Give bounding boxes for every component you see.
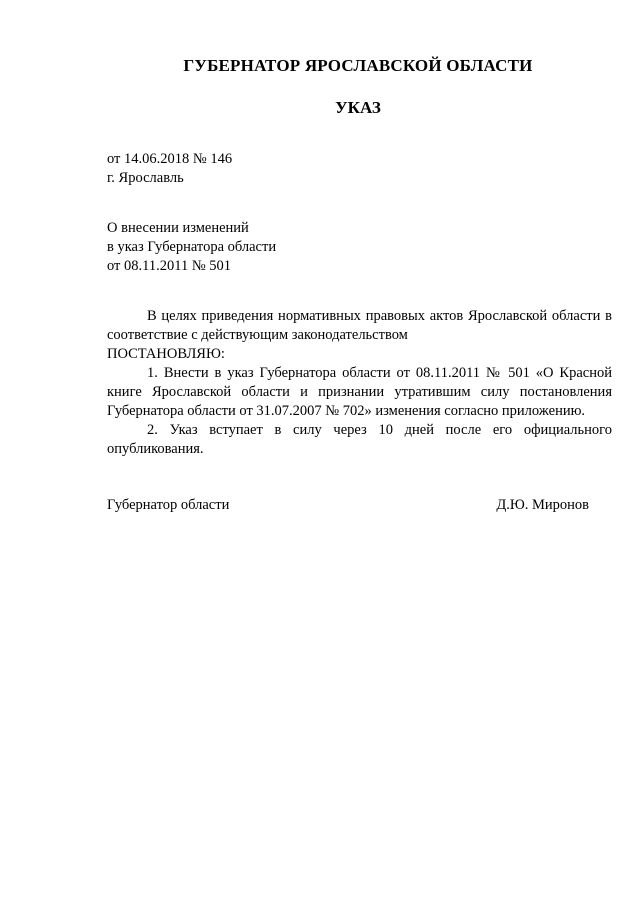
document-date-number: от 14.06.2018 № 146 xyxy=(107,151,233,167)
signature-block xyxy=(107,496,589,515)
signatory-name: Д.Ю. Миронов xyxy=(496,497,589,513)
preamble-paragraph: В целях приведения нормативных правовых актов Ярославской области в соответствие с действующим законодательством xyxy=(107,308,612,343)
subject-line-1: О внесении изменений xyxy=(107,220,249,236)
document-body xyxy=(107,307,612,459)
document-city: г. Ярославль xyxy=(107,170,184,186)
signatory-position: Губернатор области xyxy=(107,497,230,513)
document-subject xyxy=(107,219,276,276)
document-meta xyxy=(107,150,232,188)
subject-line-3: от 08.11.2011 № 501 xyxy=(107,258,232,274)
resolve-word: ПОСТАНОВЛЯЮ: xyxy=(107,346,225,362)
document-type-title: УКАЗ xyxy=(335,98,381,117)
subject-line-2: в указ Губернатора области xyxy=(107,239,277,255)
item-1-paragraph: 1. Внести в указ Губернатора области от 08.11.2011 № 501 «О Красной книге Ярославской области и признании утратившим силу постановления Губернатора области от 31.07.2007 № 702» изменения согласно приложению. xyxy=(107,365,612,419)
authority-title: ГУБЕРНАТОР ЯРОСЛАВСКОЙ ОБЛАСТИ xyxy=(183,56,533,75)
item-2-paragraph: 2. Указ вступает в силу через 10 дней после его официального опубликования. xyxy=(107,422,612,457)
